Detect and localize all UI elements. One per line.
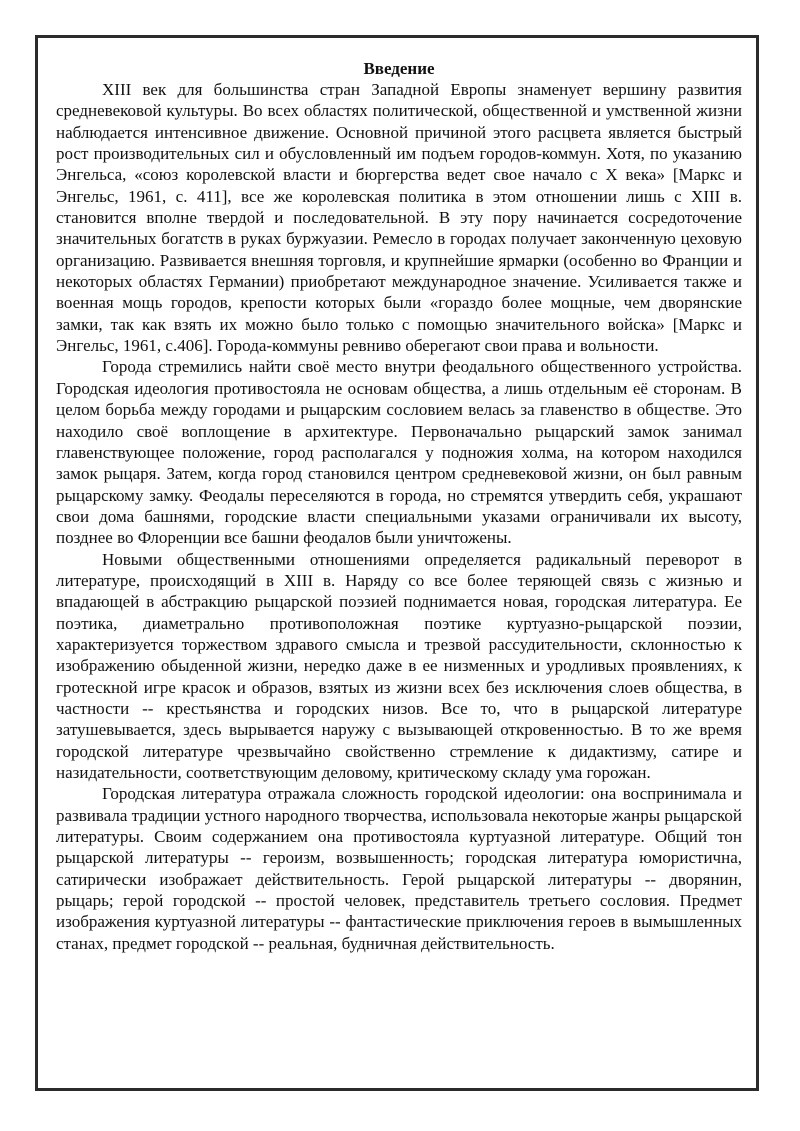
document-body (56, 58, 742, 954)
paragraph-2: Города стремились найти своё место внутри феодального общественного устройства. Городская идеология противостояла не основам общества, а лишь отдельным её сторонам. В целом борьба между городами и рыцарским сословием велась за главенство в обществе. Это находило своё воплощение в архитектуре. Первоначально рыцарский замок занимал главенствующее положение, город располагался у подножия холма, на котором находился замок рыцаря. Затем, когда город становился центром средневековой жизни, он был равным рыцарскому замку. Феодалы переселяются в города, но стремятся утвердить себя, украшают свои дома башнями, городские власти специальными указами ограничивали их высоту, позднее во Флоренции все башни феодалов были уничтожены. (56, 357, 742, 548)
document-title: Введение (363, 59, 435, 78)
paragraph-4: Городская литература отражала сложность городской идеологии: она воспринимала и развивала традиции устного народного творчества, использовала некоторые жанры рыцарской литературы. Своим содержанием она противостояла куртуазной литературе. Общий тон рыцарской литературы -- героизм, возвышенность; городская литература юмористична, сатирически изображает действительность. Герой рыцарской литературы -- дворянин, рыцарь; герой городской -- простой человек, представитель третьего сословия. Предмет изображения куртуазной литературы -- фантастические приключения героев в вымышленных станах, предмет городской -- реальная, будничная действительность. (56, 784, 743, 953)
paragraph-3: Новыми общественными отношениями определяется радикальный переворот в литературе, происходящий в XIII в. Наряду со все более теряющей связь с жизнью и впадающей в абстракцию рыцарской поэзией поднимается новая, городская литература. Ее поэтика, диаметрально противоположная поэтике куртуазно-рыцарской поэзии, характеризуется торжеством здравого смысла и трезвой рассудительности, склонностью к изображению обыденной жизни, нередко даже в ее низменных и уродливых проявлениях, к гротескной игре красок и образов, взятых из жизни всех без исключения слоев общества, в частности -- крестьянства и городских низов. Все то, что в рыцарской литературе затушевывается, здесь вырывается наружу с вызывающей откровенностью. В то же время городской литературе чрезвычайно свойственно стремление к дидактизму, сатире и назидательности, соответствующим деловому, критическому складу ума горожан. (56, 549, 742, 782)
paragraph-1: XIII век для большинства стран Западной Европы знаменует вершину развития средневековой культуры. Во всех областях политической, общественной и умственной жизни наблюдается интенсивное движение. Основной причиной этого расцвета является быстрый рост производительных сил и обусловленный им подъем городов-коммун. Хотя, по указанию Энгельса, «союз королевской власти и бюргерства ведет свое начало с X века» [Маркс и Энгельс, 1961, с. 411], все же королевская политика в этом отношении лишь с XIII в. становится вполне твердой и последовательной. В эту пору начинается сосредоточение значительных богатств в руках буржуазии. Ремесло в городах получает законченную цеховую организацию. Развивается внешняя торговля, и крупнейшие ярмарки (особенно во Франции и некоторых областях Германии) приобретают международное значение. Усиливается также и военная мощь городов, крепости которых были «гораздо более мощные, чем дворянские замки, так как взять их можно было только с помощью значительного войска» [Маркс и Энгельс, 1961, с.406]. Города-коммуны ревниво оберегают свои права и вольности. (56, 80, 742, 356)
